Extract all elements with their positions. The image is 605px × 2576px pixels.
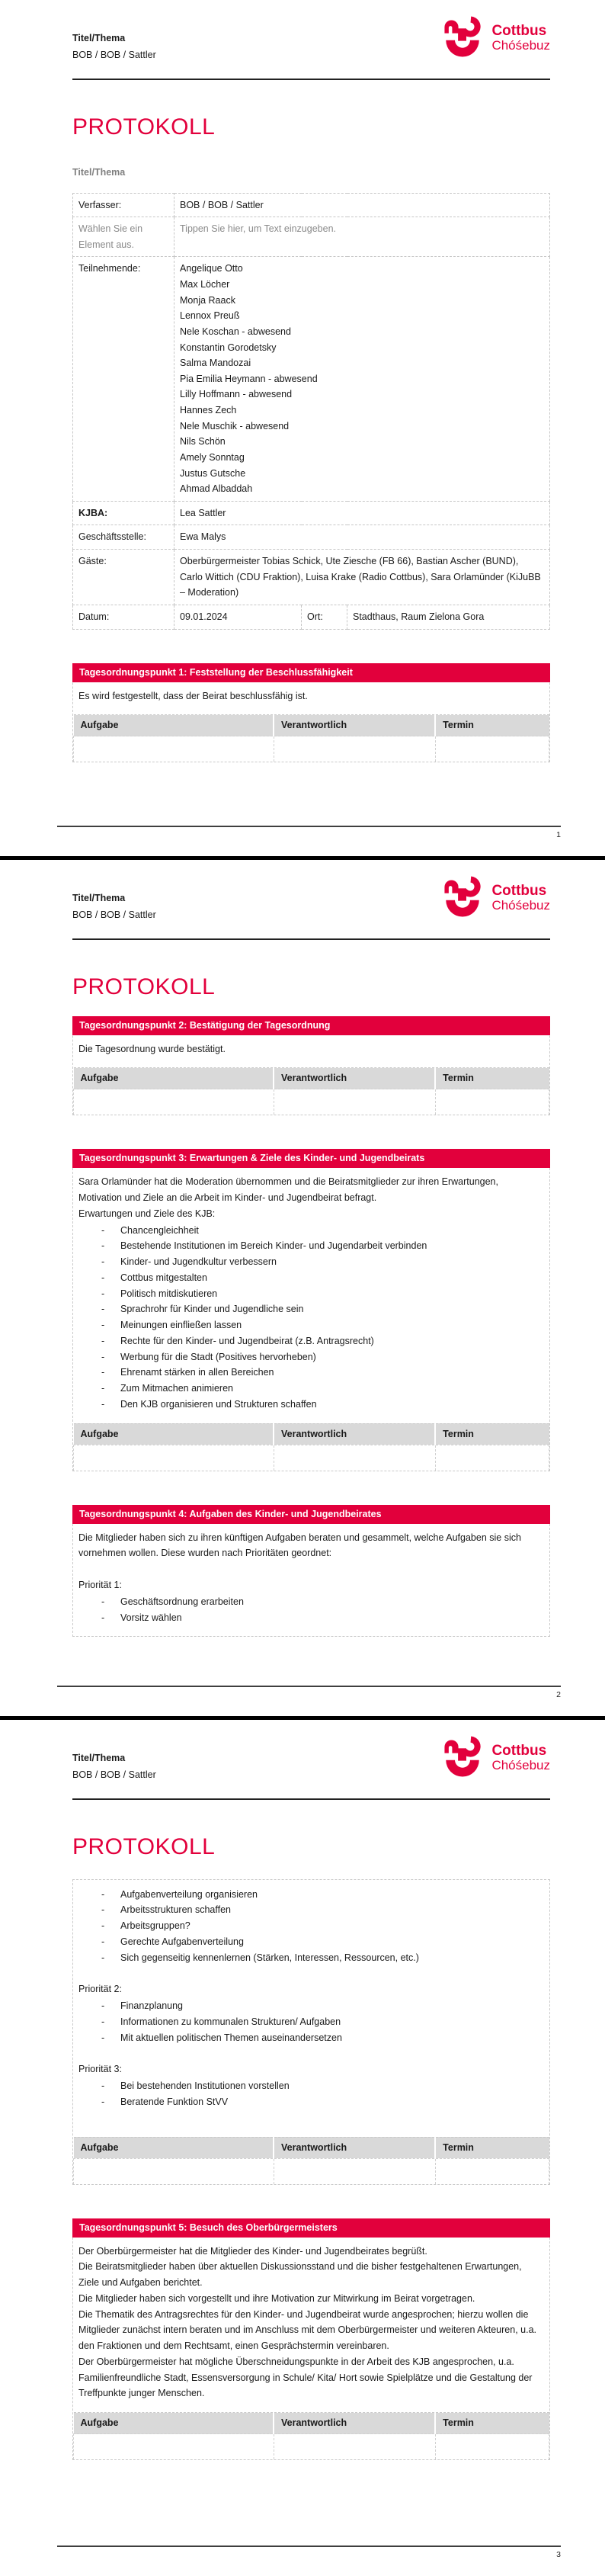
task-col-aufgabe: Aufgabe (74, 1068, 274, 1089)
bullet-dash: - (101, 1335, 105, 1346)
logo-wordmark-sorbian: Chóśebuz (491, 38, 550, 53)
page-1 (0, 0, 605, 856)
bullet-text: Arbeitsgruppen? (120, 1920, 190, 1931)
bullet-text: Kinder- und Jugendkultur verbessern (120, 1256, 277, 1267)
task-header-row (74, 2137, 549, 2158)
participant-name: Konstantin Gorodetsky (180, 342, 277, 353)
info-table (72, 193, 550, 630)
page-2 (0, 860, 605, 1716)
bullet-item (78, 1998, 543, 2014)
task-cell-verantwortlich (274, 1089, 435, 1115)
logo-wordmark: Cottbus (491, 1742, 547, 1759)
participant-name: Amely Sonntag (180, 451, 245, 463)
task-cell-aufgabe (74, 1089, 274, 1115)
cottbus-smiley-icon (440, 1735, 485, 1781)
top5-task-table (73, 2412, 549, 2459)
task-empty-row (74, 2158, 549, 2184)
bullet-text: Zum Mitmachen animieren (120, 1383, 233, 1394)
top4-prio1-label: Priorität 1: (78, 1580, 122, 1590)
page-footer (57, 1686, 561, 1699)
bullet-item (78, 1887, 543, 1903)
bullet-dash: - (101, 2080, 105, 2091)
bullet-dash: - (101, 1288, 105, 1299)
bullet-item (78, 1381, 543, 1397)
task-col-verantwortlich: Verantwortlich (274, 2413, 435, 2434)
top4-section (72, 1505, 550, 1638)
participant-name: Pia Emilia Heymann - abwesend (180, 373, 318, 384)
bullet-text: Gerechte Aufgabenverteilung (120, 1936, 244, 1947)
bullet-dash: - (101, 1936, 105, 1947)
top2-text: Die Tagesordnung wurde bestätigt. (78, 1043, 226, 1054)
blank-line (78, 2045, 543, 2061)
bullet-item (78, 1902, 543, 1918)
task-header-row (74, 1068, 549, 1089)
bullet-dash: - (101, 1920, 105, 1931)
top5-paragraph: Der Oberbürgermeister hat die Mitglieder des Kinder- und Jugendbeirates begrüßt. (78, 2245, 427, 2257)
info-row-kjba (73, 501, 550, 525)
header-title-label: Titel/Thema (72, 893, 126, 903)
task-empty-row (74, 1445, 549, 1471)
top5-paragraph: Der Oberbürgermeister hat mögliche Überschneidungspunkte in der Arbeit des KJB angesprochen, u.a. Familienfreundliche Stadt, Essensversorgung in Schule/ Kita/ Hort sowie Spielplätze und die Gestaltung der Treffpunkte junger Menschen. (78, 2356, 533, 2399)
top3-intro: Sara Orlamünder hat die Moderation übernommen und die Beiratsmitglieder zur ihren Erwartungen, Motivation und Ziele an die Arbeit im Kinder- und Jugendbeirat befragt. (78, 1176, 498, 1203)
top4-task-table (73, 2137, 549, 2184)
logo-wordmark-block (491, 884, 550, 913)
bullet-text: Ehrenamt stärken in allen Bereichen (120, 1367, 274, 1378)
top5-body (73, 2238, 549, 2413)
bullet-item (78, 2094, 543, 2110)
datum-value: 09.01.2024 (174, 605, 302, 629)
page-number: 3 (556, 2550, 561, 2559)
top4-prio3-label: Priorität 3: (78, 2064, 122, 2075)
cottbus-logo (440, 875, 550, 921)
top2-section (72, 1016, 550, 1116)
bullet-dash: - (101, 1272, 105, 1283)
top5-paragraph: Die Mitglieder haben sich vorgestellt und ihre Motivation zur Mitwirkung im Beirat vorgetragen. (78, 2292, 475, 2304)
section-label-titel-thema: Titel/Thema (72, 166, 126, 178)
page-footer (57, 2546, 561, 2559)
bullet-text: Finanzplanung (120, 2000, 184, 2011)
top4-title-bar: Tagesordnungspunkt 4: Aufgaben des Kinder- und Jugendbeirates (72, 1505, 550, 1524)
participant-name: Salma Mandozai (180, 358, 251, 369)
task-col-termin: Termin (435, 2413, 549, 2434)
participant-name: Ahmad Albaddah (180, 483, 253, 495)
task-cell-termin (435, 2158, 549, 2184)
datum-label: Datum: (73, 605, 174, 629)
task-col-termin: Termin (435, 1068, 549, 1089)
bullet-dash: - (101, 2000, 105, 2011)
task-col-aufgabe: Aufgabe (74, 1423, 274, 1445)
top1-text: Es wird festgestellt, dass der Beirat beschlussfähig ist. (78, 690, 308, 701)
task-cell-aufgabe (74, 2434, 274, 2460)
top4-intro: Die Mitglieder haben sich zu ihren künftigen Aufgaben beraten und gesammelt, welche Aufgaben sie sich vornehmen wollen. Diese wurden nach Prioritäten geordnet: (78, 1532, 521, 1559)
task-cell-verantwortlich (274, 1445, 435, 1471)
task-col-verantwortlich: Verantwortlich (274, 1423, 435, 1445)
bullet-item (78, 1365, 543, 1381)
logo-wordmark-block (491, 24, 550, 53)
top4-continuation-body (73, 1880, 549, 2137)
cottbus-logo (440, 1735, 550, 1781)
top4-prio1-list (78, 1594, 543, 1626)
geschaeftsstelle-value: Ewa Malys (174, 525, 550, 550)
task-header-row (74, 715, 549, 736)
task-cell-verantwortlich (274, 2158, 435, 2184)
top3-title-bar: Tagesordnungspunkt 3: Erwartungen & Ziele des Kinder- und Jugendbeirats (72, 1149, 550, 1168)
bullet-item (78, 1349, 543, 1365)
element-dropdown-placeholder[interactable]: Wählen Sie ein Element aus. (73, 217, 174, 257)
page-header (72, 1720, 550, 1800)
bullet-text: Cottbus mitgestalten (120, 1272, 207, 1283)
doc-title: PROTOKOLL (72, 1834, 216, 1859)
logo-wordmark-sorbian: Chóśebuz (491, 1758, 550, 1773)
bullet-dash: - (101, 1240, 105, 1252)
task-cell-aufgabe (74, 1445, 274, 1471)
task-header-row (74, 2413, 549, 2434)
task-col-verantwortlich: Verantwortlich (274, 2137, 435, 2158)
header-title-label: Titel/Thema (72, 1753, 126, 1763)
top5-title-bar: Tagesordnungspunkt 5: Besuch des Oberbürgermeisters (72, 2218, 550, 2238)
info-row-datum (73, 605, 550, 629)
header-title-value: BOB / BOB / Sattler (72, 49, 156, 60)
text-input-placeholder[interactable]: Tippen Sie hier, um Text einzugeben. (174, 217, 550, 257)
bullet-text: Informationen zu kommunalen Strukturen/ Aufgaben (120, 2016, 341, 2027)
bullet-text: Meinungen einfließen lassen (120, 1320, 242, 1330)
info-row-geschaeftsstelle (73, 525, 550, 550)
top5-paragraphs (78, 2244, 543, 2402)
top3-intro2: Erwartungen und Ziele des KJB: (78, 1208, 216, 1219)
blank-line (78, 1561, 543, 1577)
bullet-item (78, 1333, 543, 1349)
header-title-block (72, 30, 156, 64)
verfasser-value: BOB / BOB / Sattler (174, 193, 550, 217)
header-title-block (72, 890, 156, 924)
task-col-aufgabe: Aufgabe (74, 715, 274, 736)
blank-line (78, 2110, 543, 2126)
bullet-item (78, 1270, 543, 1286)
bullet-dash: - (101, 1383, 105, 1394)
top3-body (73, 1168, 549, 1423)
task-cell-aufgabe (74, 2158, 274, 2184)
bullet-text: Sprachrohr für Kinder und Jugendliche sein (120, 1304, 304, 1315)
bullet-dash: - (101, 1904, 105, 1916)
bullet-text: Beratende Funktion StVV (120, 2096, 229, 2107)
bullet-item (78, 2030, 543, 2046)
task-cell-aufgabe (74, 736, 274, 762)
participant-name: Nele Muschik - abwesend (180, 420, 290, 431)
header-title-value: BOB / BOB / Sattler (72, 1769, 156, 1780)
logo-wordmark-sorbian: Chóśebuz (491, 898, 550, 913)
kjba-label: KJBA: (73, 501, 174, 525)
task-cell-termin (435, 736, 549, 762)
bullet-item (78, 1238, 543, 1254)
bullet-text: Arbeitsstrukturen schaffen (120, 1904, 231, 1916)
logo-wordmark-block (491, 1744, 550, 1773)
bullet-dash: - (101, 2032, 105, 2043)
teilnehmende-label: Teilnehmende: (73, 257, 174, 501)
task-cell-termin (435, 2434, 549, 2460)
top3-task-table (73, 1423, 549, 1471)
bullet-text: Geschäftsordnung erarbeiten (120, 1596, 244, 1607)
bullet-item (78, 1286, 543, 1302)
doc-title: PROTOKOLL (72, 114, 216, 140)
bullet-item (78, 2078, 543, 2094)
bullet-text: Bestehende Institutionen im Bereich Kinder- und Jugendarbeit verbinden (120, 1240, 427, 1252)
blank-line (78, 1965, 543, 1981)
bullet-text: Vorsitz wählen (120, 1612, 182, 1623)
bullet-text: Rechte für den Kinder- und Jugendbeirat (z.B. Antragsrecht) (120, 1335, 374, 1346)
header-title-label: Titel/Thema (72, 33, 126, 43)
task-empty-row (74, 1089, 549, 1115)
top1-section (72, 663, 550, 763)
page-header (72, 0, 550, 80)
participant-name: Nele Koschan - abwesend (180, 326, 291, 337)
info-row-teilnehmende (73, 257, 550, 501)
top4-prio2-list (78, 1998, 543, 2045)
task-col-aufgabe: Aufgabe (74, 2413, 274, 2434)
participant-name: Angelique Otto (180, 263, 243, 274)
header-title-value: BOB / BOB / Sattler (72, 909, 156, 920)
task-header-row (74, 1423, 549, 1445)
bullet-text: Den KJB organisieren und Strukturen schaffen (120, 1398, 317, 1410)
task-cell-verantwortlich (274, 2434, 435, 2460)
bullet-dash: - (101, 1304, 105, 1315)
participant-name: Hannes Zech (180, 405, 237, 415)
bullet-dash: - (101, 1888, 105, 1900)
ort-value: Stadthaus, Raum Zielona Gora (347, 605, 550, 629)
header-title-block (72, 1750, 156, 1784)
gaeste-label: Gäste: (73, 550, 174, 605)
task-col-verantwortlich: Verantwortlich (274, 715, 435, 736)
participant-name: Justus Gutsche (180, 467, 246, 479)
bullet-item (78, 1254, 543, 1270)
bullet-item (78, 1223, 543, 1239)
bullet-dash: - (101, 2016, 105, 2027)
info-row-element-placeholder (73, 217, 550, 257)
bullet-dash: - (101, 1612, 105, 1623)
cottbus-smiley-icon (440, 15, 485, 61)
page-header (72, 860, 550, 940)
task-empty-row (74, 2434, 549, 2460)
top5-paragraph: Die Thematik des Antragsrechtes für den Kinder- und Jugendbeirat wurde angesprochen; hierzu wollen die Mitglieder zunächst intern beraten und im Anschluss mit dem Oberbürgermeister und weiteren Akteuren, u.a. den Fraktionen und dem Rechtsamt, einen Gesprächstermin vereinbaren. (78, 2308, 537, 2351)
top4-cont-list (78, 1887, 543, 1966)
top4-prio2-label: Priorität 2: (78, 1984, 122, 1995)
top4-body (73, 1524, 549, 1637)
participant-name: Lilly Hoffmann - abwesend (180, 389, 293, 400)
bullet-dash: - (101, 1256, 105, 1267)
task-cell-termin (435, 1089, 549, 1115)
info-row-verfasser (73, 193, 550, 217)
cottbus-smiley-icon (440, 875, 485, 921)
bullet-text: Mit aktuellen politischen Themen auseinandersetzen (120, 2032, 342, 2043)
top2-task-table (73, 1067, 549, 1115)
verfasser-label: Verfasser: (73, 193, 174, 217)
bullet-dash: - (101, 2096, 105, 2107)
top4-prio3-list (78, 2078, 543, 2110)
bullet-dash: - (101, 1320, 105, 1330)
bullet-item (78, 2014, 543, 2030)
ort-label: Ort: (302, 605, 347, 629)
bullet-text: Sich gegenseitig kennenlernen (Stärken, Interessen, Ressourcen, etc.) (120, 1952, 419, 1963)
doc-title: PROTOKOLL (72, 974, 216, 999)
bullet-item (78, 1594, 543, 1610)
top2-title-bar: Tagesordnungspunkt 2: Bestätigung der Tagesordnung (72, 1016, 550, 1035)
task-col-verantwortlich: Verantwortlich (274, 1068, 435, 1089)
top2-body (73, 1035, 549, 1068)
participant-name: Max Löcher (180, 279, 230, 290)
bullet-item (78, 1610, 543, 1626)
top5-paragraph: Die Beiratsmitglieder haben über aktuellen Diskussionsstand und die bisher festgehaltenen Erwartungen, Ziele und Aufgaben berichtet. (78, 2261, 522, 2288)
bullet-item (78, 1918, 543, 1934)
teilnehmende-list (174, 257, 550, 501)
task-col-termin: Termin (435, 715, 549, 736)
gaeste-value: Oberbürgermeister Tobias Schick, Ute Ziesche (FB 66), Bastian Ascher (BUND), Carlo Wittich (CDU Fraktion), Luisa Krake (Radio Cottbus), Sara Orlamünder (KiJuBB – Moderation) (174, 550, 550, 605)
logo-wordmark: Cottbus (491, 882, 547, 899)
bullet-item (78, 1950, 543, 1966)
page-footer (57, 826, 561, 839)
task-empty-row (74, 736, 549, 762)
bullet-text: Chancengleichheit (120, 1224, 199, 1236)
participant-name: Lennox Preuß (180, 310, 240, 322)
bullet-text: Werbung für die Stadt (Positives hervorheben) (120, 1351, 316, 1362)
geschaeftsstelle-label: Geschäftsstelle: (73, 525, 174, 550)
bullet-dash: - (101, 1952, 105, 1963)
page-number: 2 (556, 1690, 561, 1699)
participant-name: Monja Raack (180, 294, 235, 306)
bullet-text: Bei bestehenden Institutionen vorstellen (120, 2080, 290, 2091)
top1-task-table (73, 714, 549, 762)
bullet-item (78, 1934, 543, 1950)
task-col-termin: Termin (435, 1423, 549, 1445)
top4-continuation-section (72, 1879, 550, 2185)
bullet-text: Politisch mitdiskutieren (120, 1288, 218, 1299)
bullet-item (78, 1397, 543, 1413)
task-col-termin: Termin (435, 2137, 549, 2158)
top3-bullet-list (78, 1223, 543, 1413)
task-cell-verantwortlich (274, 736, 435, 762)
top1-body (73, 682, 549, 715)
info-row-gaeste (73, 550, 550, 605)
bullet-text: Aufgabenverteilung organisieren (120, 1888, 258, 1900)
bullet-dash: - (101, 1351, 105, 1362)
page-3 (0, 1720, 605, 2576)
cottbus-logo (440, 15, 550, 61)
logo-wordmark: Cottbus (491, 22, 547, 39)
bullet-dash: - (101, 1398, 105, 1410)
top5-section (72, 2218, 550, 2461)
participant-name: Nils Schön (180, 436, 226, 448)
top3-section (72, 1149, 550, 1471)
bullet-item (78, 1317, 543, 1333)
task-col-aufgabe: Aufgabe (74, 2137, 274, 2158)
bullet-dash: - (101, 1367, 105, 1378)
task-cell-termin (435, 1445, 549, 1471)
bullet-dash: - (101, 1224, 105, 1236)
top1-title-bar: Tagesordnungspunkt 1: Feststellung der Beschlussfähigkeit (72, 663, 550, 682)
bullet-dash: - (101, 1596, 105, 1607)
page-number: 1 (556, 830, 561, 839)
bullet-item (78, 1301, 543, 1317)
kjba-value: Lea Sattler (174, 501, 550, 525)
